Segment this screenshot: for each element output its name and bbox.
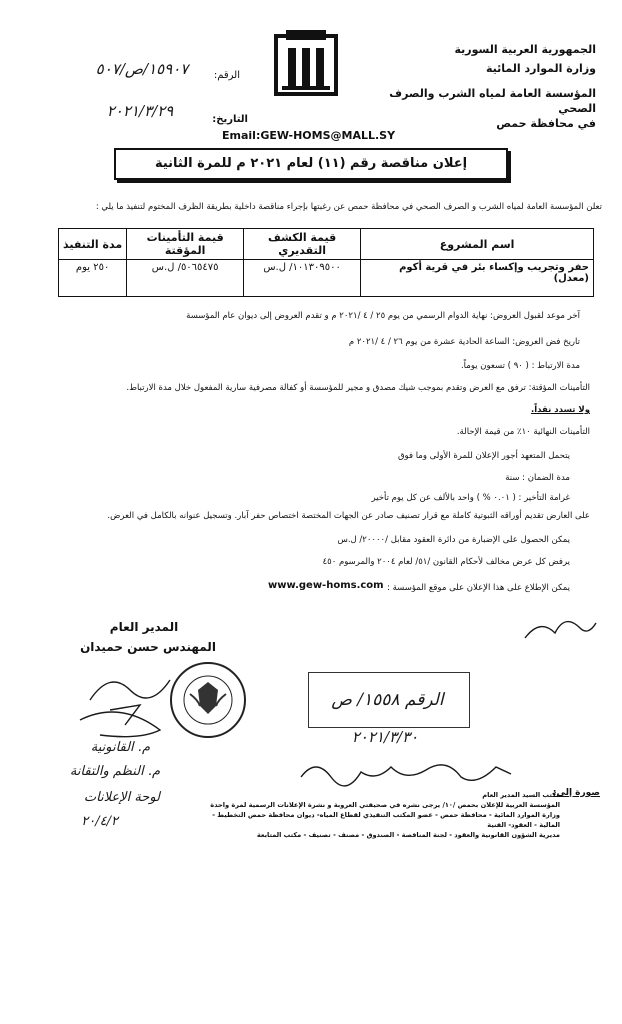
table-cell-duration: ٢٥٠ يوم	[59, 260, 127, 297]
organization-logo	[274, 28, 338, 96]
manager-signature	[70, 660, 190, 750]
final-guarantee-line: التأمينات النهائية ١٠٪ من قيمة الإحالة.	[456, 427, 590, 437]
announcement-title: إعلان مناقصة رقم (١١) لعام ٢٠٢١ م للمرة الثانية	[114, 148, 508, 180]
deadline-line: آخر موعد لقبول العروض: نهاية الدوام الرسمي من يوم ٢٥ / ٤ /٢٠٢١ م و تقدم العروض إلى ديوان عام المؤسسة	[186, 311, 580, 321]
tender-table	[58, 228, 594, 297]
table-cell-project: حفر وتجريب وإكساء بئر في قرية أكوم (معدل)	[361, 260, 594, 297]
opening-line: تاريخ فض العروض: الساعة الحادية عشرة من يوم ٢٦ / ٤ /٢٠٢١ م	[348, 337, 580, 347]
header-line-governorate: في محافظة حمص	[496, 117, 596, 130]
reject-line: يرفض كل عرض مخالف لأحكام القانون /٥١/ لعام ٢٠٠٤ والمرسوم ٤٥٠	[322, 557, 570, 567]
email-address: Email:GEW-HOMS@MALL.SY	[222, 129, 396, 142]
cc-block	[190, 790, 560, 840]
handwritten-board: لوحة الإعلانات	[83, 790, 160, 805]
signature-name: المهندس حسن حميدان	[80, 640, 216, 654]
table-cell-guarantee: ٥٠٦٥٤٧٥/ ل.س	[127, 260, 244, 297]
handwritten-systems: م. النظم والتقانة	[69, 764, 160, 779]
header-line-country: الجمهورية العربية السورية	[454, 43, 596, 56]
date-label: التاريخ:	[212, 114, 248, 125]
table-header-duration: مدة التنفيذ	[59, 229, 127, 260]
temp-guarantee-line: التأمينات المؤقتة: ترفق مع العرض وتقدم بموجب شيك مصدق و مجير للمؤسسة أو كفالة مصرفية سارية المفعول خلال مدة الارتباط.	[126, 383, 590, 393]
stamp-date: ٢٠٢١/٣/٣٠	[351, 728, 419, 746]
handwritten-annotation	[296, 752, 516, 792]
ad-cost-line: يتحمل المتعهد أجور الإعلان للمرة الأولى وما فوق	[397, 451, 570, 461]
stamp-number: الرقم ١٥٥٨/ ص	[331, 690, 444, 710]
table-cell-estimate: ١٠١٣٠٩٥٠٠/ ل.س	[244, 260, 361, 297]
number-value: ١٥٩٠٧/ص/٥٠٧	[95, 60, 189, 78]
header-right-block	[376, 42, 596, 131]
website-link[interactable]: www.gew-homs.com	[268, 580, 384, 591]
cc-line-2: المؤسسة العربية للإعلان بحمص /١٠/ يرجى نشره في صحيفتي العروبة و نشرة الإعلانات الرسمية لمرة واحدة	[210, 801, 560, 809]
handwritten-date: ٢٠/٤/٢	[81, 814, 118, 829]
table-header-guarantee: قيمة التأمينات المؤقتة	[127, 229, 244, 260]
table-header-estimate: قيمة الكشف التقديري	[244, 229, 361, 260]
warranty-line: مدة الضمان : سنة	[505, 473, 570, 483]
cc-label: صورة إلى:	[552, 788, 600, 798]
header-line-ministry: وزارة الموارد المائية	[485, 62, 596, 75]
cc-line-3: وزارة الموارد المائية - محافظة حمص - عضو المكتب التنفيذي لقطاع المياه- ديوان محافظة حمص التخطيط - المالية - العقود- الفنية	[212, 811, 560, 829]
cc-line-1: مكتب السيد المدير العام	[482, 791, 560, 799]
right-signature	[520, 608, 600, 648]
documents-line: على العارض تقديم أوراقه الثبوتية كاملة مع قرار تصنيف صادر عن الجهات المختصة اختصاص حفر آبار. وتسجيل عنوانه بالكامل في العرض.	[107, 511, 590, 521]
cc-line-4: مديرية الشؤون القانونية والعقود - لجنة المناقصة - الصندوق - مصنف - تصنيف - مكتب المتابعة	[256, 831, 560, 839]
header-line-establishment: المؤسسة العامة لمياه الشرب والصرف الصحي	[389, 87, 596, 115]
dossier-line: يمكن الحصول على الإضبارة من دائرة العقود مقابل /٢٠٠٠٠/ ل.س	[337, 535, 570, 545]
table-header-project: اسم المشروع	[361, 229, 594, 260]
penalty-line: غرامة التأخير : ( ٠.٠١ % ) واحد بالألف عن كل يوم تأخير	[371, 493, 570, 503]
date-value: ٢٠٢١/٣/٢٩	[106, 102, 174, 120]
number-label: الرقم:	[213, 70, 240, 81]
handwritten-legal: م. القانونية	[90, 740, 150, 755]
validity-line: مدة الارتباط : ( ٩٠ ) تسعون يوماً.	[460, 361, 580, 371]
signature-role: المدير العام	[109, 620, 179, 634]
no-cash-line: ولا تسدد نقداً.	[530, 405, 590, 415]
website-text: يمكن الإطلاع على هذا الإعلان على موقع المؤسسة :	[387, 583, 570, 593]
intro-paragraph: تعلن المؤسسة العامة لمياه الشرب و الصرف الصحي في محافظة حمص عن رغبتها بإجراء مناقصة داخلية بطريقة الظرف المختوم لتنفيذ ما يلي :	[95, 202, 602, 212]
